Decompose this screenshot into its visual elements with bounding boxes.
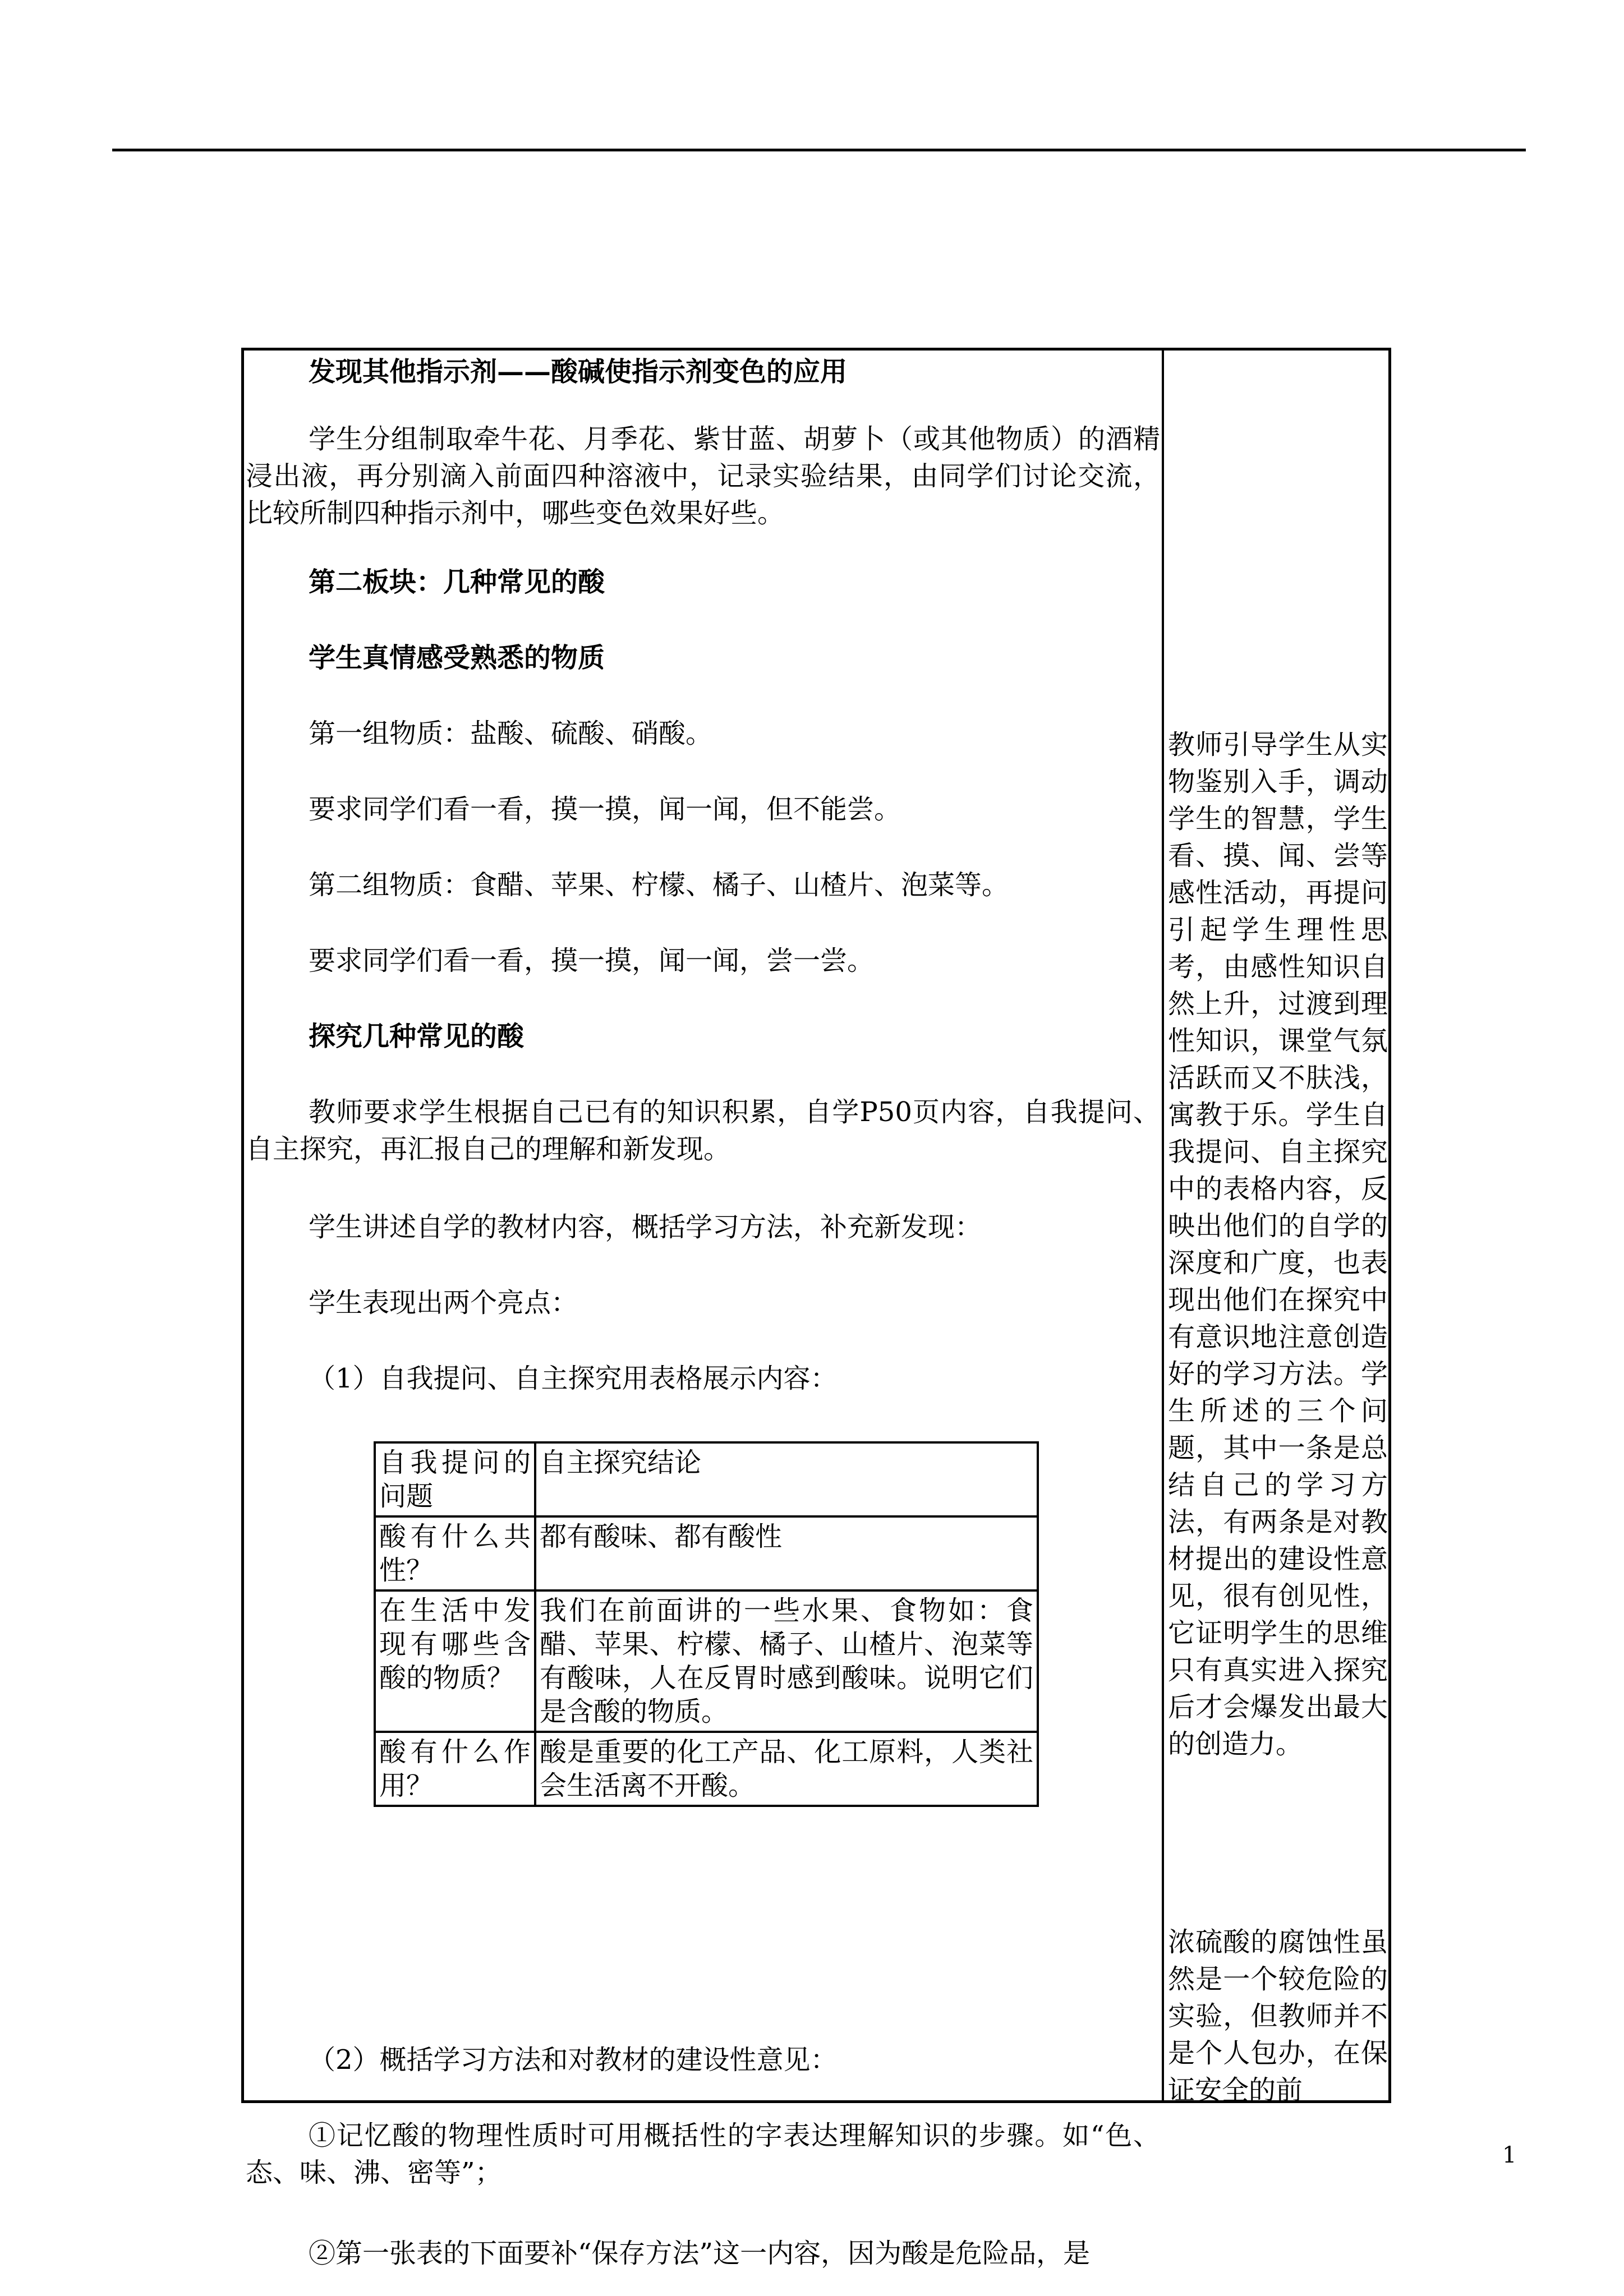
paragraph-group-one-instruction: 要求同学们看一看，摸一摸，闻一闻，但不能尝。 — [309, 794, 901, 825]
paragraph-point-two: （2）概括学习方法和对教材的建设性意见： — [309, 2044, 838, 2076]
header-rule — [112, 149, 1526, 151]
paragraph-group-two-instruction: 要求同学们看一看，摸一摸，闻一闻，尝一尝。 — [309, 945, 875, 976]
table-cell: 酸有什么共性？ — [375, 1516, 535, 1590]
table-row — [375, 1590, 1038, 1732]
side-note-teaching-reflection: 教师引导学生从实物鉴别入手，调动学生的智慧，学生看、摸、闻、尝等感性活动，再提问引起学生理性思考，由感性知识自然上升，过渡到理性知识，课堂气氛活跃而又不肤浅，寓教于乐。学生自我提问、自主探究中的表格内容，反映出他们的自学的深度和广度，也表现出他们在探究中有意识地注意创造好的学习方法。学生所述的三个问题，其中一条是总结自己的学习方法，有两条是对教材提出的建设性意见，很有创见性，它证明学生的思维只有真实进入探究后才会爆发出最大的创造力。 — [1168, 729, 1388, 1760]
heading-feel-substances: 学生真情感受熟悉的物质 — [309, 642, 605, 674]
side-note-sulfuric-acid: 浓硫酸的腐蚀性虽然是一个较危险的实验，但教师并不是个人包办，在保证安全的前 — [1168, 1926, 1388, 2106]
table-row — [375, 1442, 1038, 1516]
table-cell: 都有酸味、都有酸性 — [535, 1516, 1038, 1590]
paragraph-self-study: 教师要求学生根据自己已有的知识积累，自学P50页内容，自我提问、自主探究，再汇报自己的理解和新发现。 — [246, 1096, 1160, 1165]
heading-section-two: 第二板块：几种常见的酸 — [309, 566, 605, 598]
paragraph-student-report: 学生讲述自学的教材内容，概括学习方法，补充新发现： — [309, 1211, 982, 1243]
paragraph-storage-tip: ②第一张表的下面要补“保存方法”这一内容，因为酸是危险品，是 — [309, 2238, 1091, 2269]
table-cell: 在生活中发现有哪些含酸的物质？ — [375, 1590, 535, 1732]
table-cell: 我们在前面讲的一些水果、食物如：食醋、苹果、柠檬、橘子、山楂片、泡菜等有酸味，人在反胃时感到酸味。说明它们是含酸的物质。 — [535, 1590, 1038, 1732]
inquiry-table — [374, 1441, 1039, 1807]
paragraph-highlights: 学生表现出两个亮点： — [309, 1287, 578, 1318]
page-number: 1 — [1502, 2142, 1517, 2168]
paragraph-indicator-experiment: 学生分组制取牵牛花、月季花、紫甘蓝、胡萝卜（或其他物质）的酒精浸出液，再分别滴入前面四种溶液中，记录实验结果，由同学们讨论交流，比较所制四种指示剂中，哪些变色效果好些。 — [246, 423, 1160, 529]
paragraph-point-one: （1）自我提问、自主探究用表格展示内容： — [309, 1363, 838, 1394]
paragraph-memory-tip: ①记忆酸的物理性质时可用概括性的字表达理解知识的步骤。如“色、态、味、沸、密等”； — [246, 2120, 1160, 2188]
paragraph-group-one: 第一组物质：盐酸、硫酸、硝酸。 — [309, 718, 713, 749]
table-row — [375, 1732, 1038, 1806]
heading-explore-acids: 探究几种常见的酸 — [309, 1021, 525, 1052]
paragraph-group-two: 第二组物质：食醋、苹果、柠檬、橘子、山楂片、泡菜等。 — [309, 869, 1009, 901]
heading-other-indicators: 发现其他指示剂——酸碱使指示剂变色的应用 — [309, 356, 848, 388]
table-row — [375, 1516, 1038, 1590]
table-header-cell: 自我提问的问题 — [375, 1442, 535, 1516]
column-divider — [1162, 348, 1164, 2103]
table-cell: 酸是重要的化工产品、化工原料，人类社会生活离不开酸。 — [535, 1732, 1038, 1806]
table-cell: 酸有什么作用？ — [375, 1732, 535, 1806]
table-header-cell: 自主探究结论 — [535, 1442, 1038, 1516]
